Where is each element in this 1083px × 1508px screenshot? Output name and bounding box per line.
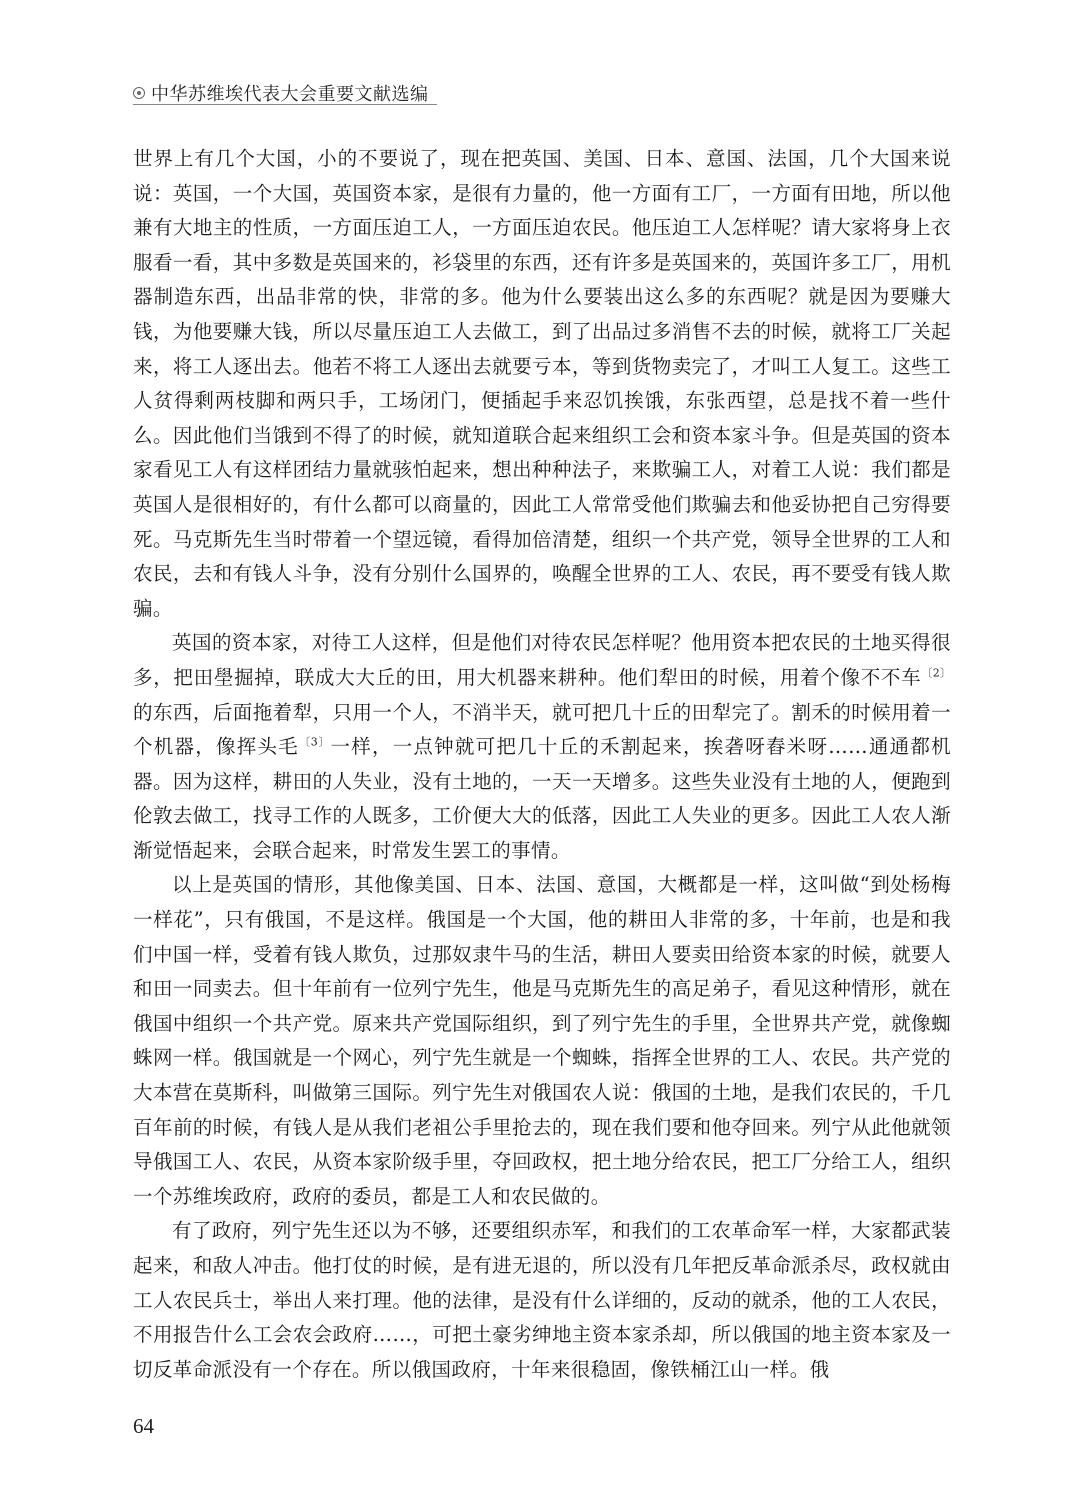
running-head [133,80,429,106]
footnote-reference: 〔2〕 [921,666,952,680]
paragraph [133,868,951,1214]
paragraph-text: 英国的资本家，对待工人这样，但是他们对待农民怎样呢？他用资本把农民的土地买得很多，把田壆掘掉，联成大大丘的田，用大机器来耕种。他们犁田的时候，用着个像不不车 [133,631,951,689]
circle-bullet-icon [133,87,145,99]
page-number: 64 [133,1414,154,1438]
paragraph-text: 以上是英国的情形，其他像美国、日本、法国、意国，大概都是一样，这叫做“到处杨梅一样花”，只有俄国，不是这样。俄国是一个大国，他的耕田人非常的多，十年前，也是和我们中国一样，受着有钱人欺负，过那奴隶牛马的生活，耕田人要卖田给资本家的时候，就要人和田一同卖去。但十年前有一位列宁先生，他是马克斯先生的高足弟子，看见这种情形，就在俄国中组织一个共产党。原来共产党国际组织，到了列宁先生的手里，全世界共产党，就像蜘蛛网一样。俄国就是一个网心，列宁先生就是一个蜘蛛，指挥全世界的工人、农民。共产党的大本营在莫斯科，叫做第三国际。列宁先生对俄国农人说：俄国的土地，是我们农民的，千几百年前的时候，有钱人是从我们老祖公手里抢去的，现在我们要和他夺回来。列宁从此他就领导俄国工人、农民，从资本家阶级手里，夺回政权，把土地分给农民，把工厂分给工人，组织一个苏维埃政府，政府的委员，都是工人和农民做的。 [133,873,951,1208]
paragraph-text: 世界上有几个大国，小的不要说了，现在把英国、美国、日本、意国、法国，几个大国来说说：英国，一个大国，英国资本家，是很有力量的，他一方面有工厂，一方面有田地，所以他兼有大地主的性质，一方面压迫工人，一方面压迫农民。他压迫工人怎样呢？请大家将身上衣服看一看，其中多数是英国来的，衫袋里的东西，还有许多是英国来的，英国许多工厂，用机器制造东西，出品非常的快，非常的多。他为什么要装出这么多的东西呢？就是因为要赚大钱，为他要赚大钱，所以尽量压迫工人去做工，到了出品过多消售不去的时候，就将工厂关起来，将工人逐出去。他若不将工人逐出去就要亏本，等到货物卖完了，才叫工人复工。这些工人贫得剩两枝脚和两只手，工场闭门，便插起手来忍饥挨饿，东张西望，总是找不着一些什么。因此他们当饿到不得了的时候，就知道联合起来组织工会和资本家斗争。但是英国的资本家看见工人有这样团结力量就骇怕起来，想出种种法子，来欺骗工人，对着工人说：我们都是英国人是很相好的，有什么都可以商量的，因此工人常常受他们欺骗去和他妥协把自己穷得要死。马克斯先生当时带着一个望远镜，看得加倍清楚，组织一个共产党，领导全世界的工人和农民，去和有钱人斗争，没有分别什么国界的，唤醒全世界的工人、农民，再不要受有钱人欺骗。 [133,147,951,620]
paragraph [133,626,951,868]
paragraph-text: 的东西，后面拖着犁，只用一个人，不消半天，就可把几十丘的田犁完了。割禾的时候用着一个机器，像挥头毛 [133,700,951,759]
running-head-rule [133,104,437,105]
paragraph-text: 一样，一点钟就可把几十丘的禾割起来，挨砻呀舂米呀……通通都机器。因为这样，耕田的人失业，没有土地的，一天一天增多。这些失业没有土地的人，便跑到伦敦去做工，找寻工作的人既多，工价便大大的低落，因此工人失业的更多。因此工人农人渐渐觉悟起来，会联合起来，时常发生罢工的事情。 [133,735,952,862]
footnote-reference: 〔3〕 [298,735,331,749]
paragraph [133,1214,951,1387]
paragraph-text: 有了政府，列宁先生还以为不够，还要组织赤军，和我们的工农革命军一样，大家都武装起来，和敌人冲击。他打仗的时候，是有进无退的，所以没有几年把反革命派杀尽，政权就由工人农民兵士，举出人来打理。他的法律，是没有什么详细的，反动的就杀，他的工人农民，不用报告什么工会农会政府……，可把土豪劣绅地主资本家杀却，所以俄国的地主资本家及一切反革命派没有一个存在。所以俄国政府，十年来很稳固，像铁桶江山一样。俄 [133,1219,951,1381]
paragraph [133,142,951,626]
body-text [133,142,951,1387]
running-head-title: 中华苏维埃代表大会重要文献选编 [151,84,429,105]
